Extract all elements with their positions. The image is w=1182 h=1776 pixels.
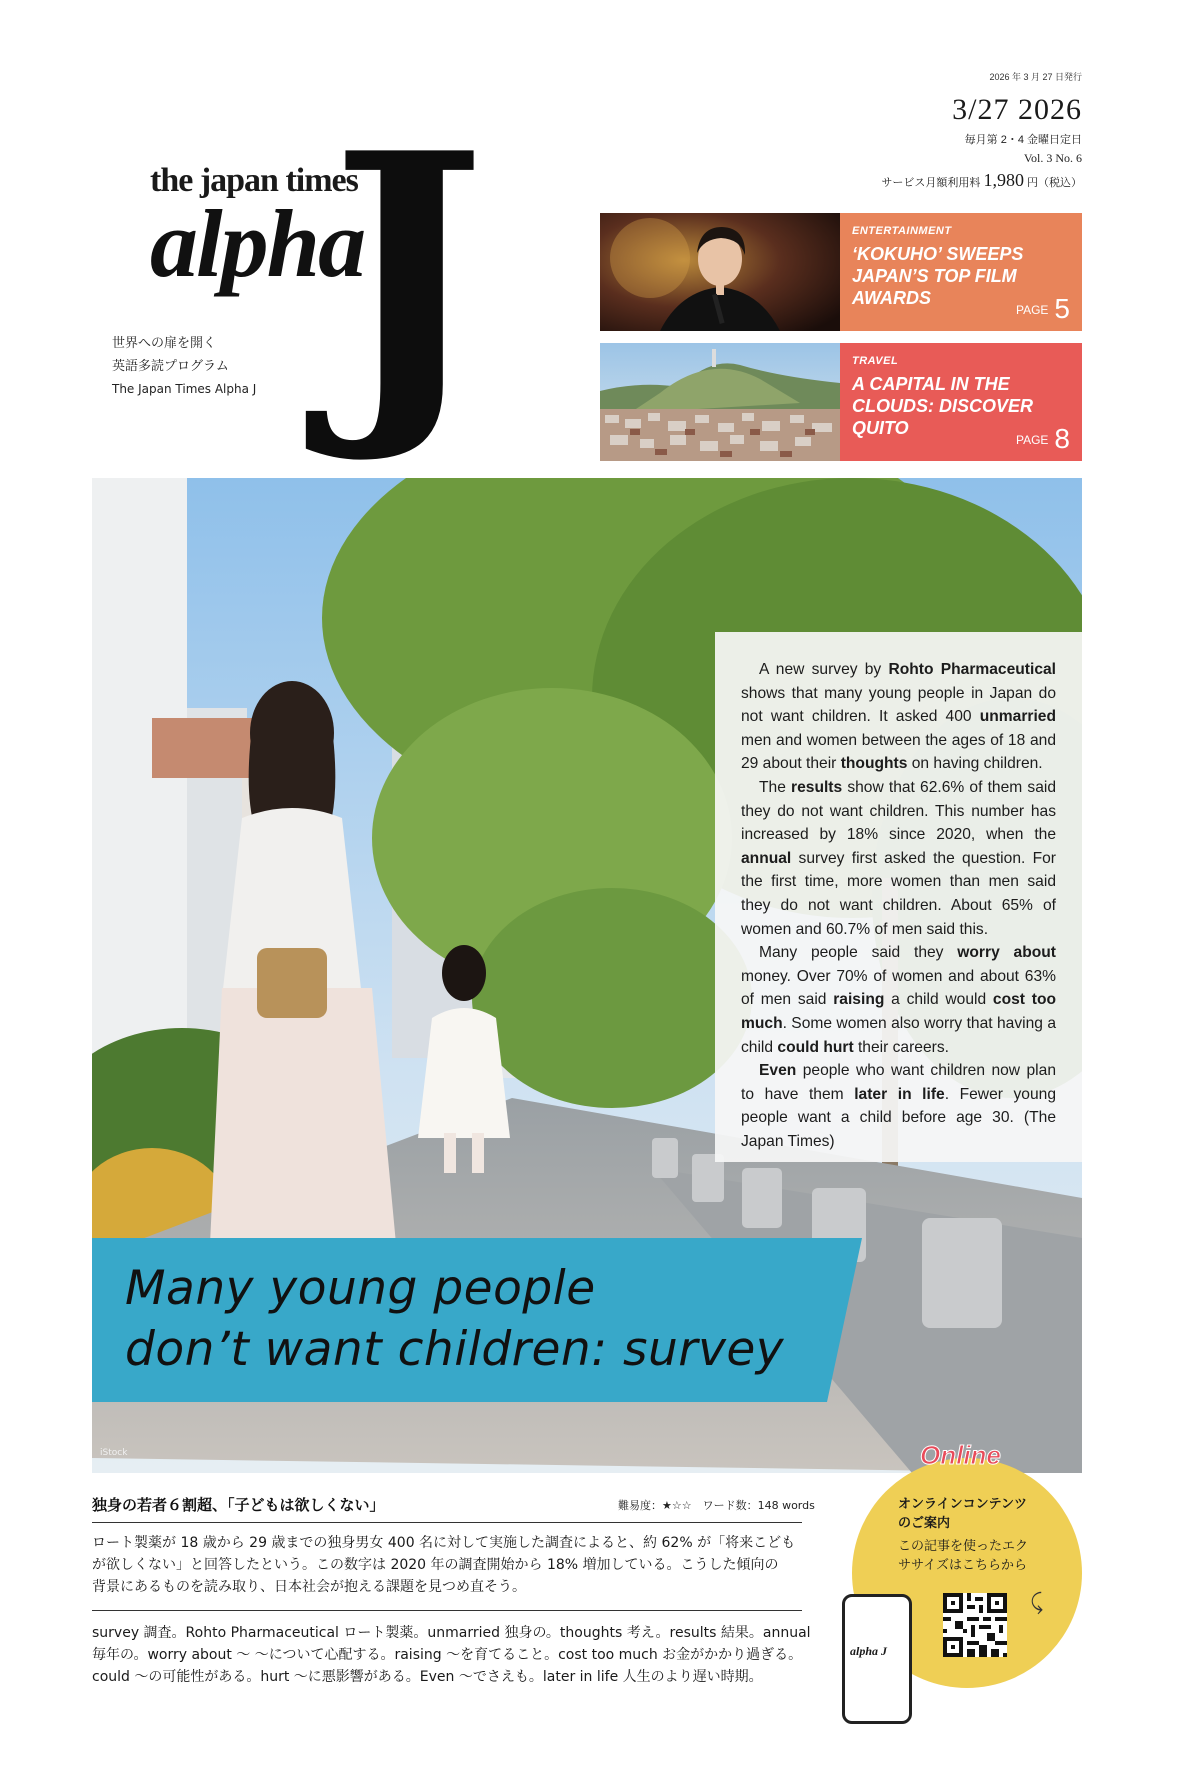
text-run: men and women between the ages of 18 and 29 about their (741, 731, 1056, 773)
headline-line: Many young people (125, 1261, 596, 1316)
text-run: money. Over 70% of women and about 63% of men said (741, 967, 1056, 1009)
teaser-headline: A CAPITAL IN THE CLOUDS: DISCOVER QUITO (852, 374, 1034, 438)
vocab-term: worry about (957, 944, 1056, 962)
teaser-travel[interactable] (600, 343, 1082, 461)
glossary-line: survey 調査。Rohto Pharmaceutical ロート製薬。unmarried 独身の。thoughts 考え。results 結果。annual (92, 1625, 811, 1641)
glossary (92, 1622, 832, 1688)
text-run: Many people said they (759, 944, 958, 962)
teaser-box (840, 343, 1082, 461)
vocab-term: could hurt (777, 1038, 854, 1056)
teaser-category: ENTERTAINMENT (852, 225, 952, 237)
teaser-page (1016, 293, 1070, 325)
difficulty-rating: 難易度：★☆☆ ワード数：148 words (618, 1499, 815, 1512)
article-paragraph (741, 776, 1056, 941)
article-paragraph (741, 1059, 1056, 1153)
online-line: この記事を使ったエク (898, 1539, 1029, 1554)
vocab-term: raising (833, 991, 885, 1009)
text-run: A new survey by (759, 661, 889, 678)
text-run: . Fewer young people want a child before age 30. (The Japan Times) (741, 1085, 1056, 1150)
japanese-title: 独身の若者６割超、「子どもは欲しくない」 (92, 1496, 385, 1514)
text-run: their careers. (853, 1038, 949, 1056)
text-run: people who want children now plan to have them (741, 1062, 1056, 1103)
brand-j: J (330, 81, 487, 469)
article-paragraph (741, 658, 1056, 776)
vocab-term: annual (741, 849, 792, 867)
vocab-term: results (791, 778, 843, 796)
divider (92, 1610, 802, 1611)
glossary-line: could ～の可能性がある。hurt ～に悪影響がある。Even ～でさえも。later in life 人生のより遅い時期。 (92, 1669, 763, 1685)
tagline-line: 世界への扉を開く (112, 336, 217, 351)
text-run: . Some women also worry that having a child (741, 1014, 1056, 1056)
issue-date: 3/27 2026 (952, 93, 1082, 126)
issue-info (881, 70, 1082, 191)
teaser-page-label: PAGE (1015, 303, 1049, 317)
issue-schedule: 毎月第 2・4 金曜日定日 (964, 134, 1082, 146)
teaser-headline: ‘KOKUHO’ SWEEPS JAPAN’S TOP FILM AWARDS (852, 244, 1024, 308)
divider (92, 1522, 802, 1523)
photo-credit: iStock (100, 1448, 128, 1458)
main-headline (125, 1258, 784, 1380)
teaser-page-number: 5 (1054, 293, 1070, 324)
price-label: サービス月額利用料 (881, 177, 981, 189)
publish-date: 2026 年 3 月 27 日発行 (989, 72, 1082, 82)
teaser-box (840, 213, 1082, 331)
text-run: show that 62.6% of them said they do not want children. This number has increased by 18% since 2020, when the (741, 778, 1057, 844)
curved-arrow-icon: ⤹ (1030, 1590, 1044, 1615)
teaser-page-label: PAGE (1015, 433, 1049, 447)
headline-line: don’t want children: survey (125, 1322, 785, 1377)
price-suffix: 円（税込） (1027, 177, 1082, 189)
vocab-term: Rohto Pharmaceutical (888, 661, 1057, 678)
online-line: オンラインコンテンツ (898, 1497, 1027, 1512)
online-logo (920, 1440, 1001, 1471)
summary-line: 背景にあるものを読み取り、日本社会が抱える課題を見つめ直そう。 (92, 1579, 526, 1595)
teaser-photo-actor (600, 213, 840, 331)
vocab-term: later in life (854, 1085, 945, 1103)
price-value: 1,980 (983, 170, 1024, 190)
phone-icon (842, 1594, 912, 1724)
online-description (898, 1495, 1028, 1575)
article-paragraph (741, 941, 1056, 1059)
teaser-photo-quito (600, 343, 840, 461)
phone-label: alpha J (850, 1644, 888, 1658)
publisher-logo: the japan times (150, 162, 358, 199)
japanese-summary (92, 1532, 832, 1598)
summary-line: が欲しくない」と回答したという。この数字は 2020 年の調査開始から 18% 増加している。こうした傾向の (92, 1557, 779, 1573)
text-run: survey first asked the question. For the first time, more women than men said they do not want children. About 65% of women and 60.7% of men said this. (741, 849, 1056, 938)
tagline-line: 英語多読プログラム (112, 359, 229, 374)
vocab-term: thoughts (840, 755, 908, 773)
glossary-line: 毎年の。worry about ～ ～について心配する。raising ～を育てること。cost too much お金がかかり過ぎる。 (92, 1647, 803, 1663)
teaser-page (1016, 423, 1070, 455)
online-line: のご案内 (898, 1516, 951, 1531)
text-run: on having children. (907, 755, 1043, 773)
tagline (112, 332, 256, 401)
teaser-category: TRAVEL (852, 355, 899, 367)
teaser-entertainment[interactable] (600, 213, 1082, 331)
online-logo-text: Online (920, 1440, 1001, 1470)
issue-volume: Vol. 3 No. 6 (1023, 151, 1082, 165)
article-body (715, 632, 1082, 1162)
online-line: ササイズはこちらから (898, 1558, 1027, 1573)
vocab-term: unmarried (979, 708, 1056, 726)
issue-price-row (881, 170, 1082, 191)
vocab-term: cost too much (741, 991, 1056, 1032)
brand-alpha: alpha (150, 190, 365, 297)
vocab-term: Even (759, 1062, 797, 1080)
summary-line: ロート製薬が 18 歳から 29 歳までの独身男女 400 名に対して実施した調査によると、約 62% が「将来こども (92, 1535, 796, 1551)
tagline-line: The Japan Times Alpha J (112, 382, 257, 396)
text-run: a child would (884, 991, 993, 1009)
text-run: The (759, 778, 792, 796)
teaser-page-number: 8 (1054, 423, 1070, 454)
text-run: shows that many young people in Japan do not want children. It asked 400 (741, 684, 1056, 726)
qr-code[interactable] (943, 1593, 1007, 1657)
